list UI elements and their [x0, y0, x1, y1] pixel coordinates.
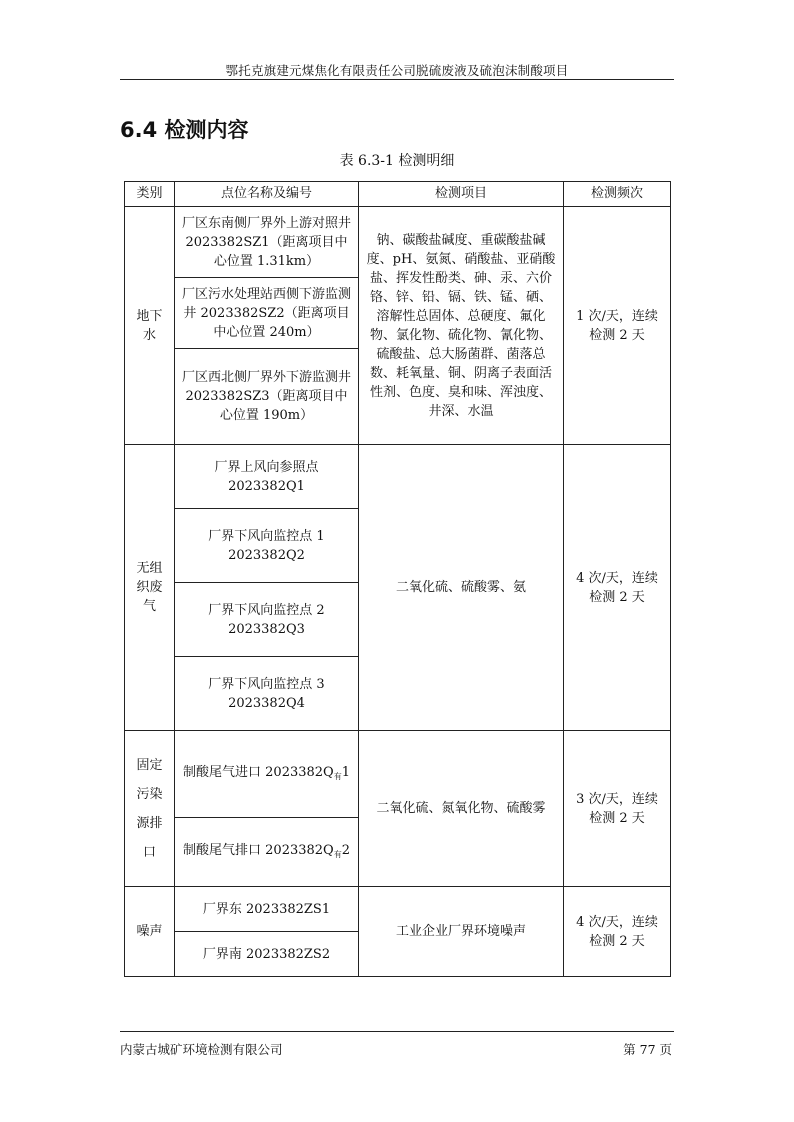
- point-groundwater-3: 厂区西北侧厂界外下游监测井 2023382SZ3（距离项目中心位置 190m）: [175, 349, 359, 445]
- frequency-stack: 3 次/天，连续检测 2 天: [564, 731, 671, 887]
- category-stack: 固定污染源排口: [125, 731, 175, 887]
- category-noise: 噪声: [125, 887, 175, 977]
- table-row: [125, 207, 671, 278]
- point-groundwater-1: 厂区东南侧厂界外上游对照井 2023382SZ1（距离项目中心位置 1.31km）: [175, 207, 359, 278]
- point-name: 制酸尾气排口 2023382Q: [183, 842, 334, 858]
- header-category: 类别: [125, 182, 175, 207]
- point-code: 2023382Q2: [228, 547, 305, 563]
- point-stack-2: [175, 818, 359, 887]
- point-suffix: 1: [341, 764, 350, 780]
- category-air: 无组织废气: [125, 445, 175, 731]
- point-noise-2: 厂界南 2023382ZS2: [175, 932, 359, 977]
- point-air-2: [175, 509, 359, 583]
- footer-company: 内蒙古城矿环境检测有限公司: [120, 1042, 283, 1057]
- point-groundwater-2: 厂区污水处理站西侧下游监测井 2023382SZ2（距离项目中心位置 240m）: [175, 278, 359, 349]
- detection-table: [124, 181, 671, 977]
- point-code: 2023382Q4: [228, 695, 305, 711]
- point-subscript: 有: [333, 849, 342, 859]
- page-number: 第 77 页: [623, 1042, 672, 1057]
- point-air-4: [175, 657, 359, 731]
- table-row: [125, 731, 671, 818]
- header-frequency: 检测频次: [564, 182, 671, 207]
- point-name: 厂界下风向监控点 1: [208, 528, 325, 544]
- footer-rule: [120, 1031, 674, 1032]
- items-air: 二氧化硫、硫酸雾、氨: [359, 445, 564, 731]
- header-rule: [120, 79, 674, 80]
- point-air-1: [175, 445, 359, 509]
- point-suffix: 2: [341, 842, 350, 858]
- items-noise: 工业企业厂界环境噪声: [359, 887, 564, 977]
- point-air-3: [175, 583, 359, 657]
- header-items: 检测项目: [359, 182, 564, 207]
- frequency-air: 4 次/天，连续检测 2 天: [564, 445, 671, 731]
- point-code: 2023382Q1: [228, 478, 305, 494]
- header-point: 点位名称及编号: [175, 182, 359, 207]
- point-stack-1: [175, 731, 359, 818]
- point-name: 制酸尾气进口 2023382Q: [183, 764, 334, 780]
- point-name: 厂界上风向参照点: [214, 459, 319, 475]
- point-name: 厂界下风向监控点 2: [208, 602, 325, 618]
- section-title: 6.4 检测内容: [120, 118, 249, 142]
- items-stack: 二氧化硫、氮氧化物、硫酸雾: [359, 731, 564, 887]
- category-groundwater: 地下水: [125, 207, 175, 445]
- page-header: 鄂托克旗建元煤焦化有限责任公司脱硫废液及硫泡沫制酸项目: [225, 63, 569, 78]
- frequency-groundwater: 1 次/天，连续检测 2 天: [564, 207, 671, 445]
- table-row: [125, 445, 671, 509]
- point-code: 2023382Q3: [228, 621, 305, 637]
- point-name: 厂界下风向监控点 3: [208, 676, 325, 692]
- point-noise-1: 厂界东 2023382ZS1: [175, 887, 359, 932]
- items-groundwater: 钠、碳酸盐碱度、重碳酸盐碱度、pH、氨氮、硝酸盐、亚硝酸盐、挥发性酚类、砷、汞、六价铬、锌、铅、镉、铁、锰、硒、溶解性总固体、总硬度、氟化物、氯化物、硫化物、氰化物、硫酸盐、总大肠菌群、菌落总数、耗氧量、铜、阴离子表面活性剂、色度、臭和味、浑浊度、井深、水温: [359, 207, 564, 445]
- table-row: [125, 887, 671, 932]
- table-caption: 表 6.3-1 检测明细: [339, 153, 455, 169]
- frequency-noise: 4 次/天，连续检测 2 天: [564, 887, 671, 977]
- point-subscript: 有: [333, 771, 342, 781]
- table-header-row: [125, 182, 671, 207]
